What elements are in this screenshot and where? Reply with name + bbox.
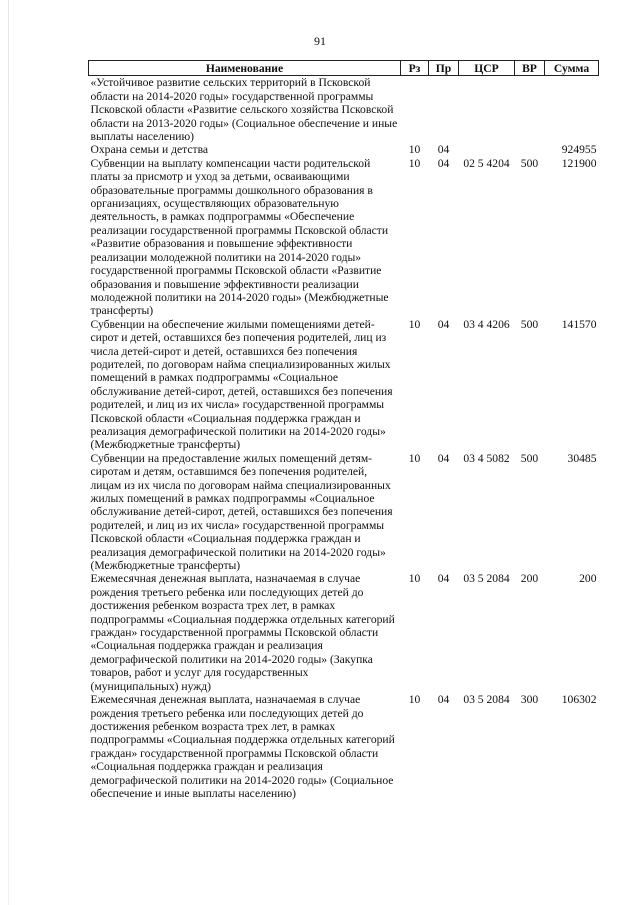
row-rz [401, 76, 429, 144]
row-name: Охрана семьи и детства [90, 143, 209, 157]
table-row [89, 693, 599, 800]
header-csr: ЦСР [459, 61, 515, 76]
row-rz: 10 [408, 143, 421, 157]
row-rz: 10 [408, 317, 421, 331]
row-csr: 03 4 5082 [463, 451, 510, 465]
budget-table [88, 60, 599, 800]
row-vr [515, 143, 545, 156]
scan-edge [8, 0, 9, 905]
row-vr [515, 76, 545, 144]
row-vr: 500 [520, 156, 539, 170]
table-row [89, 143, 599, 156]
row-pr: 04 [437, 156, 450, 170]
header-rz: Рз [401, 61, 429, 76]
row-pr: 04 [437, 572, 450, 586]
row-name: Ежемесячная денежная выплата, назначаемая в случае рождения третьего ребенка или последующих детей до достижения ребенком возраста трех лет, в рамках подпрограммы «Социальная поддержка отдельных категорий граждан» государственной программы Псковской области «Социальная поддержка граждан и реализация демографической политики на 2014-2020 годы» (Социальное обеспечение и иные выплаты населению) [90, 693, 395, 800]
table-row [89, 76, 599, 144]
row-pr: 04 [437, 451, 450, 465]
row-rz: 10 [408, 451, 421, 465]
row-pr: 04 [437, 693, 450, 707]
row-vr: 500 [520, 451, 539, 465]
row-pr [429, 76, 459, 144]
row-csr: 02 5 4204 [463, 156, 510, 170]
table-header-row [89, 61, 599, 76]
row-sum: 141570 [561, 317, 597, 331]
table-row [89, 452, 599, 573]
table-row [89, 157, 599, 318]
row-vr: 300 [520, 693, 539, 707]
header-pr: Пр [429, 61, 459, 76]
row-name: Субвенции на предоставление жилых помещений детям-сиротам и детям, оставшимся без попечения родителей, лицам из их числа по договорам найма специализированных жилых помещений в рамках подпрограммы «Социальное обслуживание детей-сирот, детей, оставшихся без попечения родителей, и лиц из их числа» государственной программы Псковской области «Социальная поддержка граждан и реализация демографической политики на 2014-2020 годы» (Межбюджетные трансферты) [90, 451, 393, 573]
row-rz: 10 [408, 693, 421, 707]
row-name: Субвенции на обеспечение жилыми помещениями детей-сирот и детей, оставшихся без попечения родителей, лиц из числа детей-сирот и детей, оставшихся без попечения родителей, по договорам найма специализированных жилых помещений в рамках подпрограммы «Социальное обслуживание детей-сирот, детей, оставшихся без попечения родителей, и лиц из их числа» государственной программы Псковской области «Социальная поддержка граждан и реализация демографической политики на 2014-2020 годы» (Межбюджетные трансферты) [90, 317, 393, 452]
row-vr: 200 [520, 572, 539, 586]
row-sum: 924955 [561, 143, 597, 157]
table-row [89, 318, 599, 452]
row-sum [545, 76, 599, 144]
row-sum: 121900 [561, 156, 597, 170]
row-sum: 200 [579, 572, 597, 586]
table-row [89, 572, 599, 693]
row-csr: 03 4 4206 [463, 317, 510, 331]
row-sum: 106302 [561, 693, 597, 707]
row-csr [459, 143, 515, 156]
row-rz: 10 [408, 572, 421, 586]
row-csr: 03 5 2084 [463, 572, 510, 586]
row-vr: 500 [520, 317, 539, 331]
header-vr: ВР [515, 61, 545, 76]
row-name: Субвенции на выплату компенсации части родительской платы за присмотр и уход за детьми, осваивающими образовательные программы дошкольного образования в организациях, осуществляющих образовательную деятельность, в рамках подпрограммы «Обеспечение реализации государственной программы Псковской области «Развитие образования и повышение эффективности реализации молодежной политики на 2014-2020 годы» государственной программы Псковской области «Развитие образования и повышение эффективности реализации молодежной политики на 2014-2020 годы» (Межбюджетные трансферты) [90, 156, 389, 318]
row-csr: 03 5 2084 [463, 693, 510, 707]
row-name: «Устойчивое развитие сельских территорий в Псковской области на 2014-2020 годы» государственной программы Псковской области «Развитие сельского хозяйства Псковской области на 2013-2020 годы» (Социальное обеспечение и иные выплаты населению) [90, 76, 398, 144]
row-rz: 10 [408, 156, 421, 170]
row-sum: 30485 [567, 451, 597, 465]
row-pr: 04 [437, 143, 450, 157]
row-name: Ежемесячная денежная выплата, назначаемая в случае рождения третьего ребенка или последующих детей до достижения ребенком возраста трех лет, в рамках подпрограммы «Социальная поддержка отдельных категорий граждан» государственной программы Псковской области «Социальная поддержка граждан и реализация демографической политики на 2014-2020 годы» (Закупка товаров, работ и услуг для государственных (муниципальных) нужд) [90, 572, 395, 693]
row-pr: 04 [437, 317, 450, 331]
header-sum: Сумма [545, 61, 599, 76]
page-number: 91 [314, 34, 326, 48]
header-name: Наименование [89, 61, 401, 76]
row-csr [459, 76, 515, 144]
